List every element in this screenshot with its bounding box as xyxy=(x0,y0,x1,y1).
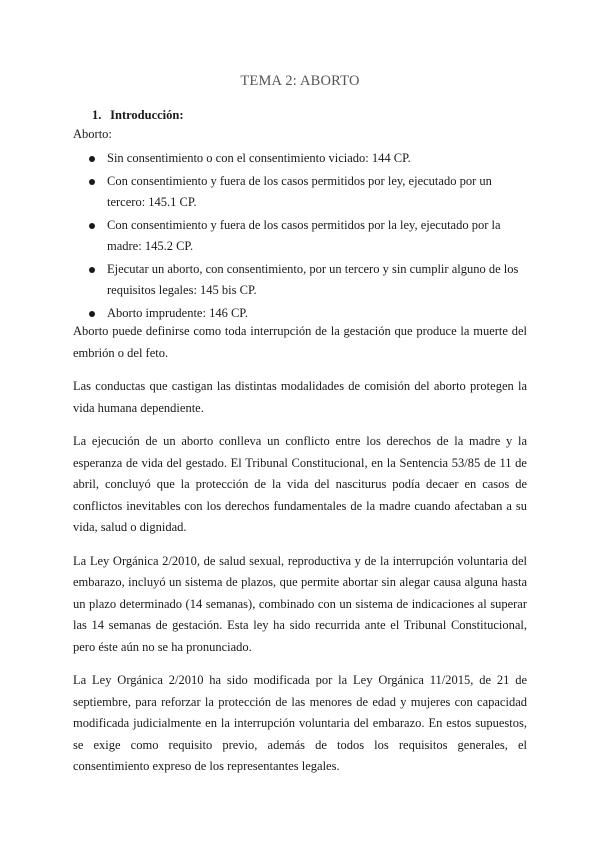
list-item xyxy=(73,171,527,214)
paragraph: La Ley Orgánica 2/2010, de salud sexual, reproductiva y de la interrupción voluntaria del embarazo, incluyó un sistema de plazos, que permite abortar sin alegar causa alguna hasta un plazo determinado (14 semanas), combinado con un sistema de indicaciones al superar las 14 semanas de gestación. Esta ley ha sido recurrida ante el Tribunal Constitucional, pero éste aún no se ha pronunciado. xyxy=(73,553,527,654)
paragraph: Aborto puede definirse como toda interrupción de la gestación que produce la muerte del embrión o del feto. xyxy=(73,324,527,360)
bullet-list xyxy=(73,148,527,325)
lead-text: Aborto: xyxy=(73,127,112,141)
bullet-icon xyxy=(89,156,95,162)
paragraph: Las conductas que castigan las distintas modalidades de comisión del aborto protegen la vida humana dependiente. xyxy=(73,379,527,415)
bullet-icon xyxy=(89,311,95,317)
section-heading-text: Introducción: xyxy=(110,108,184,122)
list-item-text: Ejecutar un aborto, con consentimiento, por un tercero y sin cumplir alguno de los requisitos legales: 145 bis CP. xyxy=(107,261,519,297)
list-item-text: Con consentimiento y fuera de los casos permitidos por la ley, ejecutado por la madre: 145.2 CP. xyxy=(107,217,501,253)
list-item xyxy=(73,215,527,258)
body-text xyxy=(73,321,527,790)
list-item xyxy=(73,259,527,302)
paragraph: La ejecución de un aborto conlleva un conflicto entre los derechos de la madre y la esperanza de vida del gestado. El Tribunal Constitucional, en la Sentencia 53/85 de 11 de abril, concluyó que la protección de la vida del nasciturus podía decaer en casos de conflictos inevitables con los derechos fundamentales de la madre cuando afectaban a su vida, salud o dignidad. xyxy=(73,434,527,534)
bullet-icon xyxy=(89,223,95,229)
list-item xyxy=(73,148,527,170)
page-title: TEMA 2: ABORTO xyxy=(240,73,360,89)
section-heading xyxy=(92,108,184,123)
list-item-text: Sin consentimiento o con el consentimiento viciado: 144 CP. xyxy=(107,151,411,165)
bullet-icon xyxy=(89,267,95,273)
list-item-text: Aborto imprudente: 146 CP. xyxy=(107,305,248,320)
list-item-text: Con consentimiento y fuera de los casos permitidos por ley, ejecutado por un tercero: 145.1 CP. xyxy=(107,173,492,209)
bullet-icon xyxy=(89,179,95,185)
section-number: 1. xyxy=(92,108,102,122)
paragraph: La Ley Orgánica 2/2010 ha sido modificada por la Ley Orgánica 11/2015, de 21 de septiembre, para reforzar la protección de las menores de edad y mujeres con capacidad modificada judicialmente en la interrupción voluntaria del embarazo. En estos supuestos, se exige como requisito previo, además de todos los requisitos generales, el consentimiento expreso de los representantes legales. xyxy=(73,673,527,773)
